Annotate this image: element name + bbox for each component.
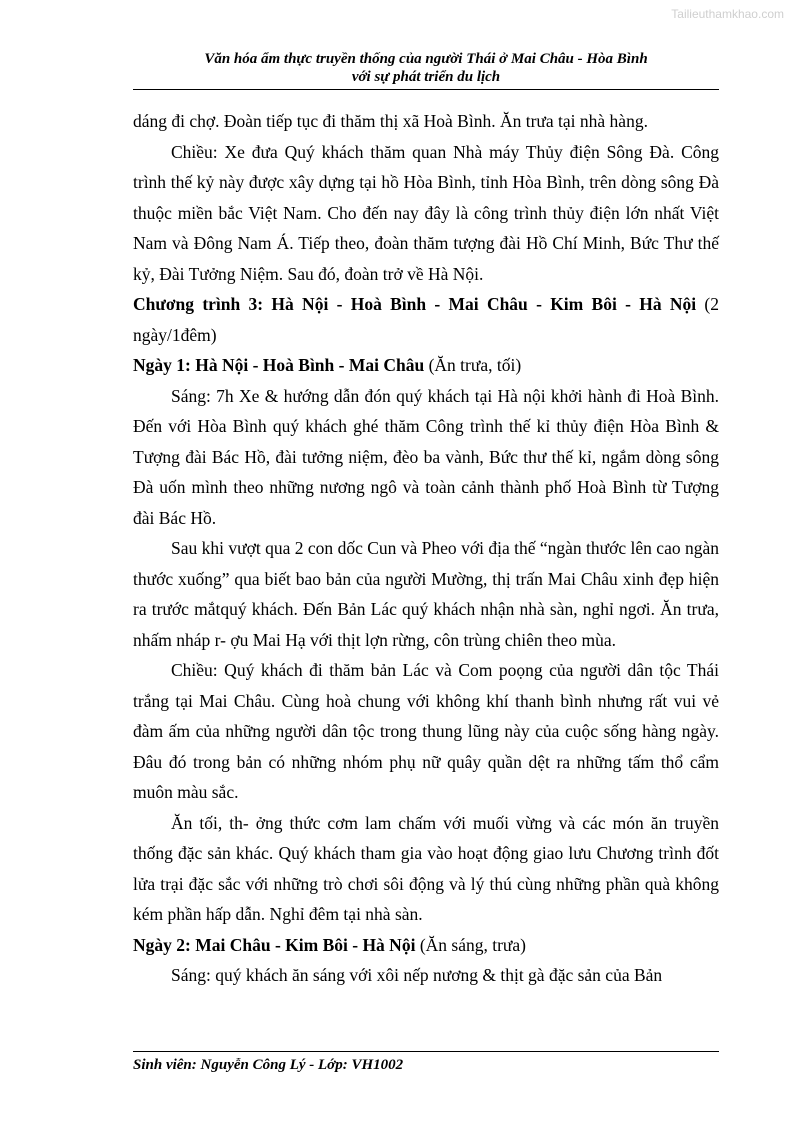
day-2-meals: (Ăn sáng, trưa) bbox=[415, 934, 527, 955]
document-body bbox=[133, 106, 719, 991]
footer-divider bbox=[133, 1051, 719, 1052]
paragraph-continuation: dáng đi chợ. Đoàn tiếp tục đi thăm thị xã Hoà Bình. Ăn trưa tại nhà hàng. bbox=[133, 111, 648, 131]
header-title-line-2: với sự phát triển du lịch bbox=[351, 69, 501, 85]
paragraph-day-1-arrival: Sau khi vượt qua 2 con dốc Cun và Pheo với địa thế “ngàn thước lên cao ngàn thước xuống” qua biết bao bản của người Mường, thị trấn Mai Châu xinh đẹp hiện ra trước mắtquý khách. Đến Bản Lác quý khách nhận nhà sàn, nghỉ ngơi. Ăn trưa, nhấm nháp r- ợu Mai Hạ với thịt lợn rừng, côn trùng chiên theo mùa. bbox=[133, 538, 719, 650]
watermark-text: Tailieuthamkhao.com bbox=[671, 7, 784, 21]
day-1-heading bbox=[133, 350, 719, 381]
paragraph-day-1-evening: Ăn tối, th- ởng thức cơm lam chấm với muối vừng và các món ăn truyền thống đặc sản khác. Quý khách tham gia vào hoạt động giao lưu Chương trình đốt lửa trại đặc sắc với những trò chơi sôi động và lý thú cùng những phần quà không kém phần hấp dẫn. Nghỉ đêm tại nhà sàn. bbox=[133, 812, 719, 924]
header-divider bbox=[133, 89, 719, 90]
paragraph-day-2-morning: Sáng: quý khách ăn sáng với xôi nếp nương & thịt gà đặc sản của Bản bbox=[171, 965, 663, 985]
page-header bbox=[133, 50, 719, 86]
program-3-duration: (2 ngày/1đêm) bbox=[133, 294, 720, 345]
program-3-title: Chương trình 3: Hà Nội - Hoà Bình - Mai Châu - Kim Bôi - Hà Nội bbox=[133, 294, 697, 314]
program-3-heading bbox=[133, 289, 719, 350]
day-2-heading bbox=[133, 930, 719, 961]
day-1-meals: (Ăn trưa, tối) bbox=[424, 355, 522, 375]
page-footer: Sinh viên: Nguyễn Công Lý - Lớp: VH1002 bbox=[133, 1057, 404, 1073]
paragraph-day-1-morning: Sáng: 7h Xe & hướng dẫn đón quý khách tại Hà nội khởi hành đi Hoà Bình. Đến với Hòa Bình quý khách ghé thăm Công trình thế kỉ thủy điện Hòa Bình & Tượng đài Bác Hồ, đài tưởng niệm, đèo ba vành, Bức thư thế kỉ, ngắm dòng sông Đà uốn mình theo những nương ngô và toàn cảnh thành phố Hoà Bình từ Tượng đài Bác Hồ. bbox=[133, 385, 719, 528]
day-2-title: Ngày 2: Mai Châu - Kim Bôi - Hà Nội bbox=[133, 934, 416, 955]
paragraph-day-1-afternoon: Chiều: Quý khách đi thăm bản Lác và Com poọng của người dân tộc Thái trắng tại Mai Châu. Cùng hoà chung với không khí thanh bình nhưng rất vui vẻ đàm ấm của những người dân tộc trong thung lũng này của cuộc sống hàng ngày. Đâu đó trong bản có những nhóm phụ nữ quây quần dệt ra những tấm thổ cẩm muôn màu sắc. bbox=[133, 660, 719, 802]
day-1-title: Ngày 1: Hà Nội - Hoà Bình - Mai Châu bbox=[133, 355, 425, 375]
header-title-line-1: Văn hóa ẩm thực truyền thống của người Thái ở Mai Châu - Hòa Bình bbox=[204, 51, 648, 67]
paragraph-afternoon-tour: Chiều: Xe đưa Quý khách thăm quan Nhà máy Thủy điện Sông Đà. Công trình thế kỷ này được xây dựng tại hồ Hòa Bình, tỉnh Hòa Bình, trên dòng sông Đà thuộc miền bắc Việt Nam. Cho đến nay đây là công trình thủy điện lớn nhất Việt Nam và Đông Nam Á. Tiếp theo, đoàn thăm tượng đài Hồ Chí Minh, Bức Thư thế kỷ, Đài Tưởng Niệm. Sau đó, đoàn trở về Hà Nội. bbox=[133, 141, 719, 284]
